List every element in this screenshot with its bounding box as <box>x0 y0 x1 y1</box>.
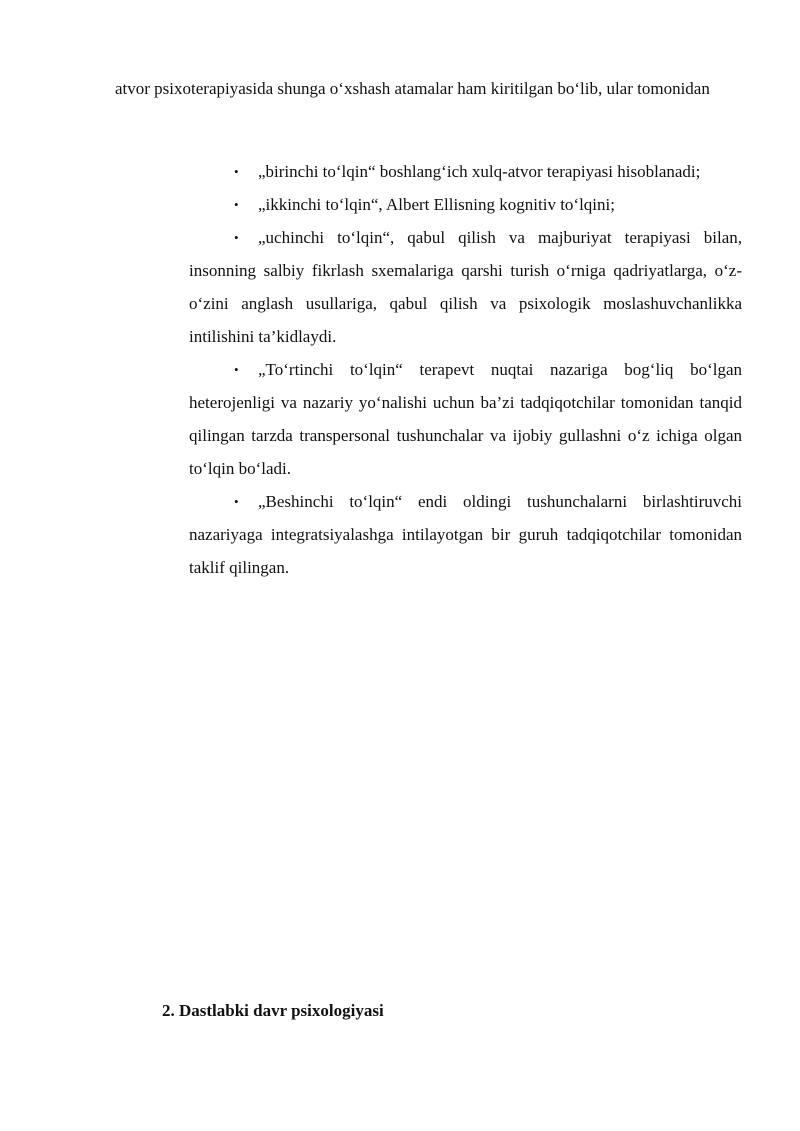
bullet-icon: • <box>234 230 239 245</box>
bullet-icon: • <box>234 494 239 509</box>
bullet-icon: • <box>234 164 239 179</box>
bullet-icon: • <box>234 197 239 212</box>
bullet-text: „ikkinchi to‘lqin“, Albert Ellisning kognitiv to‘lqini; <box>258 195 615 214</box>
bullet-item-second-wave <box>189 188 742 221</box>
bullet-item-fourth-wave <box>189 353 742 485</box>
bullet-item-first-wave <box>189 155 742 188</box>
bullet-item-fifth-wave <box>189 485 742 584</box>
bullet-text: „birinchi to‘lqin“ boshlang‘ich xulq-atvor terapiyasi hisoblanadi; <box>258 162 701 181</box>
bullet-icon: • <box>234 362 239 377</box>
section-heading: 2. Dastlabki davr psixologiyasi <box>162 1001 384 1020</box>
bullet-text: „Beshinchi to‘lqin“ endi oldingi tushunchalarni birlashtiruvchi nazariyaga integratsiyalashga intilayotgan bir guruh tadqiqotchilar tomonidan taklif qilingan. <box>189 492 742 577</box>
bullet-text: „To‘rtinchi to‘lqin“ terapevt nuqtai nazariga bog‘liq bo‘lgan heterojenligi va nazariy yo‘nalishi uchun ba’zi tadqiqotchilar tomonidan tanqid qilingan tarzda transpersonal tushunchalar va ijobiy gullashni o‘z ichiga olgan to‘lqin bo‘ladi. <box>189 360 742 478</box>
bullet-text: „uchinchi to‘lqin“, qabul qilish va majburiyat terapiyasi bilan, insonning salbiy fikrlash sxemalariga qarshi turish o‘rniga qadriyatlarga, o‘z-o‘zini anglash usullariga, qabul qilish va psixologik moslashuvchanlikka intilishini ta’kidlaydi. <box>189 228 742 346</box>
intro-paragraph: atvor psixoterapiyasida shunga o‘xshash atamalar ham kiritilgan bo‘lib, ular tomonidan <box>115 79 710 98</box>
bullet-item-third-wave <box>189 221 742 353</box>
waves-bullet-list <box>189 155 742 584</box>
